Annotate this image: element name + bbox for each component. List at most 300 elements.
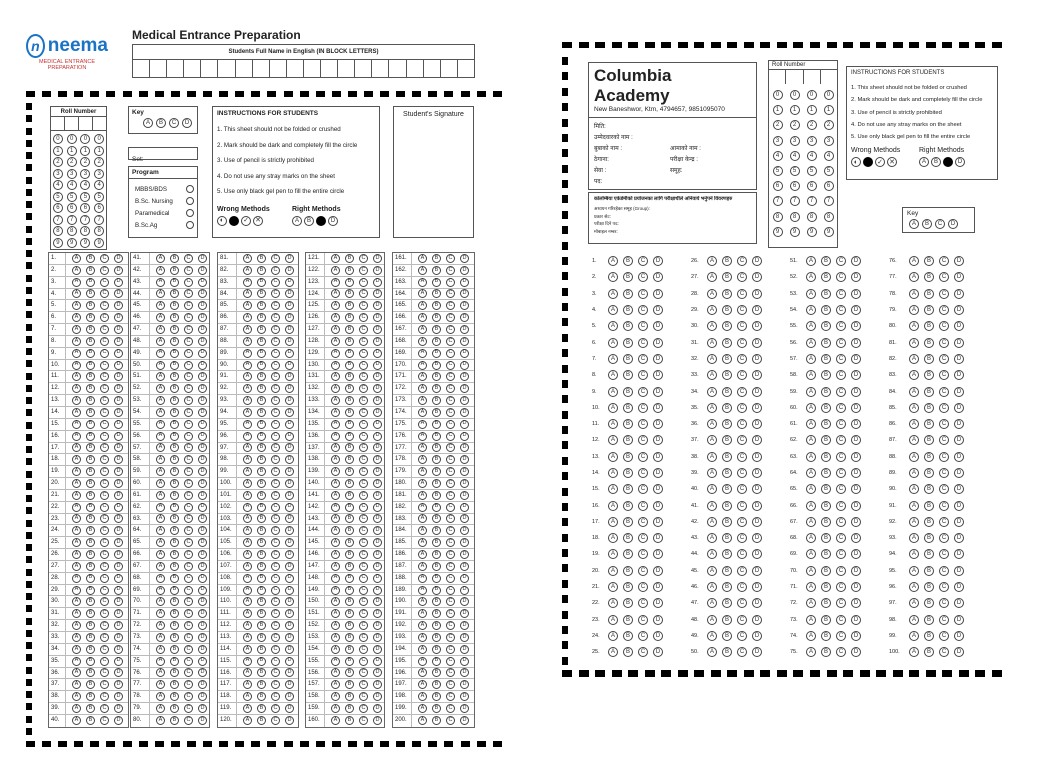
answer-bubble[interactable]: C (638, 305, 648, 315)
answer-bubble[interactable]: B (170, 384, 179, 393)
answer-bubble[interactable]: D (460, 609, 469, 618)
roll-digit-bubble[interactable]: 9 (67, 238, 77, 248)
answer-bubble[interactable]: A (156, 609, 165, 618)
answer-bubble[interactable]: D (752, 631, 762, 641)
answer-bubble[interactable]: D (460, 396, 469, 405)
answer-bubble[interactable]: D (285, 443, 294, 452)
answer-bubble[interactable]: D (198, 526, 207, 535)
answer-bubble[interactable]: C (359, 657, 368, 666)
answer-bubble[interactable]: D (851, 387, 861, 397)
answer-bubble[interactable]: C (446, 633, 455, 642)
answer-bubble[interactable]: A (72, 609, 81, 618)
answer-bubble[interactable]: D (954, 484, 964, 494)
answer-bubble[interactable]: B (821, 517, 831, 527)
answer-bubble[interactable]: D (373, 597, 382, 606)
answer-bubble[interactable]: D (460, 668, 469, 677)
answer-bubble[interactable]: C (184, 301, 193, 310)
answer-bubble[interactable]: C (271, 621, 280, 630)
answer-bubble[interactable]: D (285, 372, 294, 381)
answer-bubble[interactable]: A (331, 574, 340, 583)
answer-bubble[interactable]: B (924, 435, 934, 445)
answer-bubble[interactable]: B (623, 631, 633, 641)
answer-bubble[interactable]: A (418, 609, 427, 618)
answer-bubble[interactable]: D (198, 289, 207, 298)
answer-bubble[interactable]: D (851, 272, 861, 282)
answer-bubble[interactable]: D (954, 338, 964, 348)
answer-bubble[interactable]: A (418, 657, 427, 666)
answer-bubble[interactable]: C (100, 586, 109, 595)
answer-bubble[interactable]: A (806, 370, 816, 380)
answer-bubble[interactable]: D (851, 566, 861, 576)
roll-digit-bubble[interactable]: 2 (773, 120, 783, 130)
answer-bubble[interactable]: B (722, 272, 732, 282)
answer-bubble[interactable]: D (114, 692, 123, 701)
answer-bubble[interactable]: A (418, 361, 427, 370)
answer-bubble[interactable]: D (460, 455, 469, 464)
answer-bubble[interactable]: D (198, 550, 207, 559)
answer-bubble[interactable]: A (608, 272, 618, 282)
answer-bubble[interactable]: A (608, 321, 618, 331)
program-radio[interactable] (186, 197, 194, 205)
answer-bubble[interactable]: A (243, 716, 252, 725)
answer-bubble[interactable]: C (271, 562, 280, 571)
answer-bubble[interactable]: A (243, 372, 252, 381)
answer-bubble[interactable]: C (100, 479, 109, 488)
answer-bubble[interactable]: D (373, 313, 382, 322)
answer-bubble[interactable]: B (345, 325, 354, 334)
key-option-bubble[interactable]: C (169, 118, 179, 128)
answer-bubble[interactable]: A (418, 716, 427, 725)
answer-bubble[interactable]: D (752, 321, 762, 331)
answer-bubble[interactable]: C (638, 452, 648, 462)
answer-bubble[interactable]: D (114, 349, 123, 358)
answer-bubble[interactable]: C (100, 692, 109, 701)
name-cell[interactable] (150, 60, 167, 78)
answer-bubble[interactable]: D (373, 645, 382, 654)
answer-bubble[interactable]: B (623, 435, 633, 445)
answer-bubble[interactable]: D (653, 631, 663, 641)
answer-bubble[interactable]: C (836, 615, 846, 625)
roll-digit-bubble[interactable]: 2 (80, 157, 90, 167)
answer-bubble[interactable]: A (243, 420, 252, 429)
answer-bubble[interactable]: B (722, 305, 732, 315)
answer-bubble[interactable]: A (156, 538, 165, 547)
answer-bubble[interactable]: D (285, 621, 294, 630)
answer-bubble[interactable]: D (851, 452, 861, 462)
answer-bubble[interactable]: C (271, 301, 280, 310)
answer-bubble[interactable]: C (446, 562, 455, 571)
answer-bubble[interactable]: A (418, 313, 427, 322)
answer-bubble[interactable]: B (86, 396, 95, 405)
name-cell[interactable] (407, 60, 424, 78)
answer-bubble[interactable]: B (170, 266, 179, 275)
answer-bubble[interactable]: B (170, 680, 179, 689)
answer-bubble[interactable]: D (460, 704, 469, 713)
answer-bubble[interactable]: C (359, 278, 368, 287)
answer-bubble[interactable]: A (243, 254, 252, 263)
roll-digit-bubble[interactable]: 0 (94, 134, 104, 144)
answer-bubble[interactable]: B (924, 272, 934, 282)
answer-bubble[interactable]: A (806, 517, 816, 527)
answer-bubble[interactable]: B (170, 289, 179, 298)
key-option-bubble[interactable]: B (922, 219, 932, 229)
answer-bubble[interactable]: D (114, 479, 123, 488)
answer-bubble[interactable]: A (331, 289, 340, 298)
roll-digit-bubble[interactable]: 2 (824, 120, 834, 130)
answer-bubble[interactable]: D (285, 680, 294, 689)
answer-bubble[interactable]: C (638, 419, 648, 429)
answer-bubble[interactable]: A (806, 566, 816, 576)
answer-bubble[interactable]: C (271, 574, 280, 583)
answer-bubble[interactable]: A (418, 526, 427, 535)
answer-bubble[interactable]: C (446, 361, 455, 370)
program-option[interactable] (135, 207, 194, 219)
roll-digit-bubble[interactable]: 3 (80, 169, 90, 179)
answer-bubble[interactable]: A (909, 484, 919, 494)
answer-bubble[interactable]: A (418, 432, 427, 441)
answer-bubble[interactable]: D (373, 420, 382, 429)
answer-bubble[interactable]: A (243, 633, 252, 642)
answer-bubble[interactable]: D (198, 372, 207, 381)
answer-bubble[interactable]: C (446, 349, 455, 358)
answer-bubble[interactable]: D (954, 501, 964, 511)
answer-bubble[interactable]: D (460, 372, 469, 381)
answer-bubble[interactable]: C (271, 704, 280, 713)
answer-bubble[interactable]: C (446, 325, 455, 334)
answer-bubble[interactable]: C (939, 533, 949, 543)
answer-bubble[interactable]: B (623, 289, 633, 299)
answer-bubble[interactable]: A (909, 338, 919, 348)
answer-bubble[interactable]: C (271, 266, 280, 275)
answer-bubble[interactable]: A (806, 256, 816, 266)
answer-bubble[interactable]: D (460, 574, 469, 583)
answer-bubble[interactable]: C (184, 680, 193, 689)
answer-bubble[interactable]: B (170, 503, 179, 512)
answer-bubble[interactable]: C (184, 349, 193, 358)
roll-digit-bubble[interactable]: 3 (824, 136, 834, 146)
roll-digit-bubble[interactable]: 8 (94, 226, 104, 236)
answer-bubble[interactable]: A (156, 443, 165, 452)
answer-bubble[interactable]: B (257, 668, 266, 677)
answer-bubble[interactable]: A (418, 680, 427, 689)
answer-bubble[interactable]: B (432, 586, 441, 595)
answer-bubble[interactable]: C (359, 526, 368, 535)
answer-bubble[interactable]: A (331, 396, 340, 405)
answer-bubble[interactable]: D (954, 452, 964, 462)
answer-bubble[interactable]: D (198, 633, 207, 642)
answer-bubble[interactable]: B (432, 538, 441, 547)
answer-bubble[interactable]: A (806, 435, 816, 445)
answer-bubble[interactable]: B (722, 403, 732, 413)
answer-bubble[interactable]: D (198, 479, 207, 488)
answer-bubble[interactable]: C (836, 533, 846, 543)
answer-bubble[interactable]: D (285, 526, 294, 535)
answer-bubble[interactable]: A (806, 321, 816, 331)
answer-bubble[interactable]: A (707, 647, 717, 657)
answer-bubble[interactable]: C (836, 403, 846, 413)
answer-bubble[interactable]: D (114, 503, 123, 512)
answer-bubble[interactable]: B (623, 566, 633, 576)
answer-bubble[interactable]: B (345, 716, 354, 725)
answer-bubble[interactable]: B (170, 538, 179, 547)
answer-bubble[interactable]: A (331, 384, 340, 393)
answer-bubble[interactable]: C (737, 452, 747, 462)
answer-bubble[interactable]: C (271, 289, 280, 298)
answer-bubble[interactable]: A (707, 501, 717, 511)
answer-bubble[interactable]: D (114, 361, 123, 370)
answer-bubble[interactable]: C (359, 562, 368, 571)
answer-bubble[interactable]: C (100, 574, 109, 583)
answer-bubble[interactable]: D (653, 370, 663, 380)
answer-bubble[interactable]: B (257, 361, 266, 370)
answer-bubble[interactable]: D (114, 526, 123, 535)
answer-bubble[interactable]: D (460, 645, 469, 654)
answer-bubble[interactable]: D (460, 692, 469, 701)
answer-bubble[interactable]: D (114, 325, 123, 334)
answer-bubble[interactable]: D (198, 396, 207, 405)
answer-bubble[interactable]: C (446, 479, 455, 488)
answer-bubble[interactable]: C (359, 680, 368, 689)
answer-bubble[interactable]: D (285, 514, 294, 523)
answer-bubble[interactable]: D (114, 254, 123, 263)
answer-bubble[interactable]: C (737, 435, 747, 445)
answer-bubble[interactable]: D (653, 615, 663, 625)
name-cell[interactable] (355, 60, 372, 78)
roll-digit-bubble[interactable]: 6 (773, 181, 783, 191)
answer-bubble[interactable]: A (909, 598, 919, 608)
answer-bubble[interactable]: C (836, 387, 846, 397)
answer-bubble[interactable]: A (243, 313, 252, 322)
answer-bubble[interactable]: A (72, 467, 81, 476)
roll-digit-bubble[interactable]: 1 (807, 105, 817, 115)
program-radio[interactable] (186, 221, 194, 229)
answer-bubble[interactable]: B (924, 321, 934, 331)
answer-bubble[interactable]: C (359, 574, 368, 583)
answer-bubble[interactable]: B (170, 443, 179, 452)
answer-bubble[interactable]: D (653, 419, 663, 429)
answer-bubble[interactable]: D (285, 301, 294, 310)
answer-bubble[interactable]: A (331, 514, 340, 523)
answer-bubble[interactable]: A (608, 566, 618, 576)
answer-bubble[interactable]: D (373, 289, 382, 298)
answer-bubble[interactable]: B (170, 361, 179, 370)
answer-bubble[interactable]: B (623, 598, 633, 608)
answer-bubble[interactable]: D (460, 432, 469, 441)
answer-bubble[interactable]: B (86, 432, 95, 441)
answer-bubble[interactable]: B (86, 266, 95, 275)
answer-bubble[interactable]: C (271, 420, 280, 429)
answer-bubble[interactable]: D (653, 452, 663, 462)
answer-bubble[interactable]: A (909, 354, 919, 364)
answer-bubble[interactable]: B (257, 254, 266, 263)
answer-bubble[interactable]: A (707, 338, 717, 348)
answer-bubble[interactable]: A (806, 549, 816, 559)
answer-bubble[interactable]: B (432, 396, 441, 405)
answer-bubble[interactable]: A (243, 491, 252, 500)
answer-bubble[interactable]: A (243, 514, 252, 523)
answer-bubble[interactable]: C (359, 361, 368, 370)
answer-bubble[interactable]: B (924, 631, 934, 641)
answer-bubble[interactable]: A (243, 574, 252, 583)
answer-bubble[interactable]: D (460, 514, 469, 523)
answer-bubble[interactable]: C (446, 455, 455, 464)
answer-bubble[interactable]: B (722, 582, 732, 592)
answer-bubble[interactable]: D (752, 615, 762, 625)
answer-bubble[interactable]: C (271, 443, 280, 452)
answer-bubble[interactable]: D (653, 272, 663, 282)
answer-bubble[interactable]: C (836, 631, 846, 641)
answer-bubble[interactable]: B (924, 468, 934, 478)
answer-bubble[interactable]: D (373, 372, 382, 381)
answer-bubble[interactable]: A (72, 597, 81, 606)
answer-bubble[interactable]: B (821, 403, 831, 413)
answer-bubble[interactable]: A (418, 645, 427, 654)
answer-bubble[interactable]: B (623, 338, 633, 348)
answer-bubble[interactable]: C (184, 574, 193, 583)
answer-bubble[interactable]: C (184, 254, 193, 263)
answer-bubble[interactable]: A (243, 479, 252, 488)
answer-bubble[interactable]: C (271, 657, 280, 666)
answer-bubble[interactable]: C (271, 680, 280, 689)
answer-bubble[interactable]: D (752, 387, 762, 397)
answer-bubble[interactable]: A (806, 354, 816, 364)
roll-digit-bubble[interactable]: 4 (53, 180, 63, 190)
key-option-bubble[interactable]: D (182, 118, 192, 128)
program-option[interactable] (135, 183, 194, 195)
answer-bubble[interactable]: A (156, 668, 165, 677)
answer-bubble[interactable]: A (156, 479, 165, 488)
answer-bubble[interactable]: C (737, 517, 747, 527)
answer-bubble[interactable]: B (821, 338, 831, 348)
answer-bubble[interactable]: A (418, 467, 427, 476)
answer-bubble[interactable]: C (359, 443, 368, 452)
answer-bubble[interactable]: C (100, 716, 109, 725)
answer-bubble[interactable]: A (243, 337, 252, 346)
answer-bubble[interactable]: B (432, 526, 441, 535)
answer-bubble[interactable]: A (418, 384, 427, 393)
answer-bubble[interactable]: B (432, 597, 441, 606)
answer-bubble[interactable]: A (243, 432, 252, 441)
answer-bubble[interactable]: A (418, 278, 427, 287)
answer-bubble[interactable]: D (373, 301, 382, 310)
roll-digit-bubble[interactable]: 3 (773, 136, 783, 146)
answer-bubble[interactable]: D (373, 538, 382, 547)
answer-bubble[interactable]: C (184, 716, 193, 725)
answer-bubble[interactable]: D (285, 289, 294, 298)
answer-bubble[interactable]: D (198, 514, 207, 523)
answer-bubble[interactable]: D (198, 491, 207, 500)
answer-bubble[interactable]: C (939, 272, 949, 282)
answer-bubble[interactable]: B (432, 467, 441, 476)
roll-digit-bubble[interactable]: 2 (790, 120, 800, 130)
answer-bubble[interactable]: B (924, 289, 934, 299)
answer-bubble[interactable]: B (623, 501, 633, 511)
answer-bubble[interactable]: B (623, 484, 633, 494)
roll-digit-bubble[interactable]: 2 (94, 157, 104, 167)
answer-bubble[interactable]: B (924, 256, 934, 266)
answer-bubble[interactable]: C (638, 501, 648, 511)
answer-bubble[interactable]: B (623, 419, 633, 429)
answer-bubble[interactable]: D (954, 533, 964, 543)
answer-bubble[interactable]: A (331, 254, 340, 263)
answer-bubble[interactable]: A (909, 305, 919, 315)
answer-bubble[interactable]: B (257, 443, 266, 452)
answer-bubble[interactable]: C (737, 631, 747, 641)
answer-bubble[interactable]: C (271, 597, 280, 606)
answer-bubble[interactable]: D (373, 503, 382, 512)
answer-bubble[interactable]: D (114, 443, 123, 452)
answer-bubble[interactable]: C (100, 396, 109, 405)
answer-bubble[interactable]: A (243, 609, 252, 618)
answer-bubble[interactable]: D (198, 562, 207, 571)
answer-bubble[interactable]: C (737, 338, 747, 348)
roll-digit-bubble[interactable]: 7 (67, 215, 77, 225)
answer-bubble[interactable]: A (243, 526, 252, 535)
answer-bubble[interactable]: A (243, 538, 252, 547)
answer-bubble[interactable]: A (72, 301, 81, 310)
answer-bubble[interactable]: C (184, 325, 193, 334)
answer-bubble[interactable]: D (752, 582, 762, 592)
answer-bubble[interactable]: D (114, 337, 123, 346)
answer-bubble[interactable]: A (156, 254, 165, 263)
answer-bubble[interactable]: D (954, 403, 964, 413)
answer-bubble[interactable]: D (954, 289, 964, 299)
answer-bubble[interactable]: B (821, 582, 831, 592)
roll-digit-bubble[interactable]: 9 (53, 238, 63, 248)
roll-digit-cell[interactable] (804, 70, 821, 84)
answer-bubble[interactable]: D (460, 562, 469, 571)
answer-bubble[interactable]: A (418, 479, 427, 488)
answer-bubble[interactable]: D (954, 647, 964, 657)
answer-bubble[interactable]: C (836, 452, 846, 462)
answer-bubble[interactable]: C (939, 354, 949, 364)
answer-bubble[interactable]: C (939, 419, 949, 429)
answer-bubble[interactable]: D (114, 301, 123, 310)
answer-bubble[interactable]: B (345, 455, 354, 464)
answer-bubble[interactable]: B (257, 432, 266, 441)
answer-bubble[interactable]: B (345, 609, 354, 618)
answer-bubble[interactable]: A (608, 387, 618, 397)
answer-bubble[interactable]: B (257, 633, 266, 642)
answer-bubble[interactable]: D (198, 278, 207, 287)
answer-bubble[interactable]: A (156, 432, 165, 441)
roll-digit-cell[interactable] (769, 70, 786, 84)
answer-bubble[interactable]: D (752, 549, 762, 559)
answer-bubble[interactable]: C (939, 484, 949, 494)
answer-bubble[interactable]: A (608, 419, 618, 429)
roll-digit-bubble[interactable]: 8 (773, 212, 783, 222)
answer-bubble[interactable]: B (623, 468, 633, 478)
answer-bubble[interactable]: C (359, 514, 368, 523)
answer-bubble[interactable]: A (243, 550, 252, 559)
answer-bubble[interactable]: C (271, 491, 280, 500)
answer-bubble[interactable]: D (653, 501, 663, 511)
answer-bubble[interactable]: A (72, 372, 81, 381)
answer-bubble[interactable]: C (271, 586, 280, 595)
answer-bubble[interactable]: D (285, 361, 294, 370)
roll-digit-cell[interactable] (65, 117, 79, 130)
answer-bubble[interactable]: A (909, 582, 919, 592)
answer-bubble[interactable]: A (331, 479, 340, 488)
answer-bubble[interactable]: B (257, 349, 266, 358)
answer-bubble[interactable]: A (331, 526, 340, 535)
answer-bubble[interactable]: C (184, 633, 193, 642)
answer-bubble[interactable]: A (909, 517, 919, 527)
answer-bubble[interactable]: A (608, 647, 618, 657)
answer-bubble[interactable]: C (184, 645, 193, 654)
answer-bubble[interactable]: A (243, 396, 252, 405)
answer-bubble[interactable]: A (608, 582, 618, 592)
